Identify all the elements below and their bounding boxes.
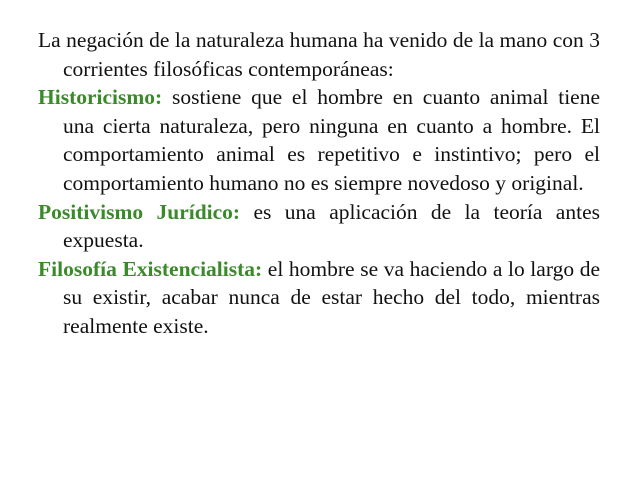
existencialista-text: el hombre se va haciendo a lo largo de su existir, acabar nunca de estar hecho del todo, mientras realmente existe. [63, 256, 600, 338]
existencialista-paragraph [38, 255, 600, 341]
positivismo-text: es una aplicación de la teoría antes expuesta. [63, 199, 600, 253]
historicismo-text: sostiene que el hombre en cuanto animal tiene una cierta naturaleza, pero ninguna en cuanto a hombre. El comportamiento animal es repetitivo e instintivo; pero el comportamiento humano no es siempre novedoso y original. [63, 85, 600, 195]
historicismo-term: Historicismo: [38, 85, 163, 110]
positivismo-paragraph [38, 198, 600, 255]
intro-paragraph: La negación de la naturaleza humana ha venido de la mano con 3 corrientes filosóficas contemporáneas: [38, 28, 600, 81]
positivismo-term: Positivismo Jurídico: [38, 199, 241, 224]
existencialista-term: Filosofía Existencialista: [38, 256, 263, 281]
historicismo-paragraph [38, 83, 600, 197]
